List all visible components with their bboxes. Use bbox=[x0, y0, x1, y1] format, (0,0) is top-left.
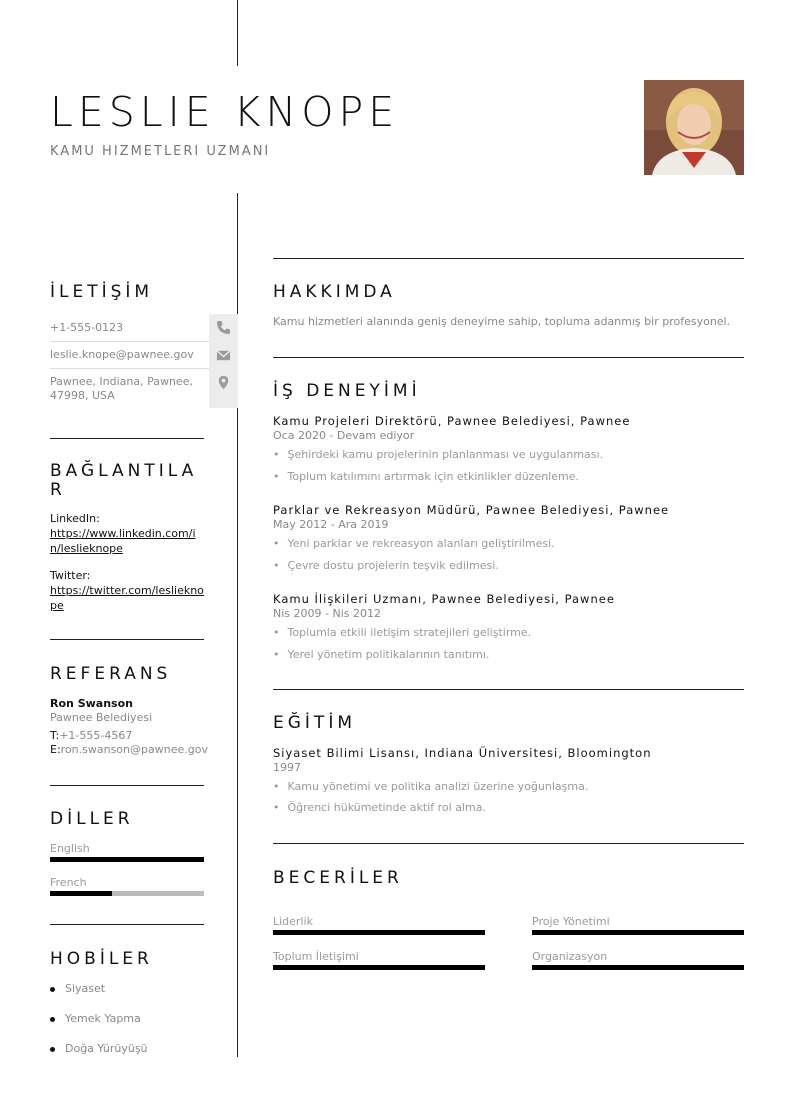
candidate-name: LESLIE KNOPE bbox=[50, 88, 400, 136]
section-divider bbox=[273, 357, 744, 358]
language-level-fill bbox=[50, 891, 112, 896]
bullet-icon bbox=[50, 1047, 55, 1052]
section-title-languages: DİLLER bbox=[50, 809, 134, 829]
education-title: Siyaset Bilimi Lisansı, Indiana Üniversitesi, Bloomington bbox=[273, 746, 652, 760]
section-title-references: REFERANS bbox=[50, 664, 172, 684]
reference-email-line bbox=[50, 743, 208, 756]
skill-name: Toplum İletişimi bbox=[273, 950, 359, 963]
contact-address: Pawnee, Indiana, Pawnee, 47998, USA bbox=[50, 375, 193, 402]
candidate-title: KAMU HIZMETLERI UZMANI bbox=[50, 144, 271, 159]
bullet-text: Şehirdeki kamu projelerinin planlanması ve uygulanması. bbox=[287, 448, 604, 461]
reference-email[interactable]: ron.swanson@pawnee.gov bbox=[60, 743, 208, 756]
language-level-bar bbox=[50, 891, 204, 896]
link-linkedin[interactable]: https://www.linkedin.com/in/leslieknope bbox=[50, 527, 196, 555]
hobby-label: Doğa Yürüyüşü bbox=[65, 1042, 148, 1055]
section-title-hobbies: HOBİLER bbox=[50, 949, 153, 969]
section-divider bbox=[50, 438, 204, 439]
job-bullet: • Toplumla etkili iletişim stratejileri geliştirme. bbox=[273, 626, 532, 639]
section-title-education: EĞİTİM bbox=[273, 713, 356, 733]
job-title: Kamu İlişkileri Uzmanı, Pawnee Belediyesi, Pawnee bbox=[273, 592, 615, 606]
job-date: Oca 2020 - Devam ediyor bbox=[273, 429, 415, 442]
hobby-item bbox=[50, 1012, 141, 1025]
job-title: Parklar ve Rekreasyon Müdürü, Pawnee Belediyesi, Pawnee bbox=[273, 503, 670, 517]
section-title-about: HAKKIMDA bbox=[273, 282, 396, 302]
reference-phone-line bbox=[50, 729, 132, 742]
skill-level-bar bbox=[532, 965, 744, 970]
section-title-experience: İŞ DENEYİMİ bbox=[273, 381, 421, 401]
skill-level-bar bbox=[532, 930, 744, 935]
hobby-label: Yemek Yapma bbox=[65, 1012, 141, 1025]
section-title-links: BAĞLANTILA R bbox=[50, 461, 198, 500]
skill-level-fill bbox=[273, 965, 485, 970]
skill-name: Proje Yönetimi bbox=[532, 915, 610, 928]
education-bullet: • Kamu yönetimi ve politika analizi üzerine yoğunlaşma. bbox=[273, 780, 589, 793]
reference-name: Ron Swanson bbox=[50, 697, 133, 710]
about-text: Kamu hizmetleri alanında geniş deneyime sahip, topluma adanmış bir profesyonel. bbox=[273, 315, 731, 328]
section-divider bbox=[273, 843, 744, 844]
section-divider bbox=[50, 639, 204, 640]
hobby-label: Siyaset bbox=[65, 982, 106, 995]
contact-email[interactable]: leslie.knope@pawnee.gov bbox=[50, 348, 194, 361]
section-divider bbox=[273, 689, 744, 690]
bullet-text: Çevre dostu projelerin teşvik edilmesi. bbox=[287, 559, 499, 572]
section-divider bbox=[273, 258, 744, 259]
section-divider bbox=[50, 924, 204, 925]
bullet-icon bbox=[50, 1017, 55, 1022]
job-title: Kamu Projeleri Direktörü, Pawnee Belediyesi, Pawnee bbox=[273, 414, 631, 428]
contact-icons-strip bbox=[209, 314, 238, 408]
section-title-skills: BECERİLER bbox=[273, 868, 403, 888]
link-label-linkedin: LinkedIn: bbox=[50, 512, 100, 525]
skill-level-bar bbox=[273, 930, 485, 935]
education-date: 1997 bbox=[273, 761, 301, 774]
contact-phone[interactable]: +1-555-0123 bbox=[50, 321, 124, 334]
job-bullet: • Yerel yönetim politikalarının tanıtımı. bbox=[273, 648, 490, 661]
section-divider bbox=[50, 785, 204, 786]
divider-vertical-top bbox=[237, 0, 238, 66]
skill-level-fill bbox=[273, 930, 485, 935]
profile-photo bbox=[644, 80, 744, 175]
skill-level-fill bbox=[532, 965, 744, 970]
job-bullet: • Toplum katılımını artırmak için etkinlikler düzenleme. bbox=[273, 470, 579, 483]
job-date: May 2012 - Ara 2019 bbox=[273, 518, 389, 531]
bullet-text: Öğrenci hükümetinde aktif rol alma. bbox=[287, 801, 486, 814]
job-date: Nis 2009 - Nis 2012 bbox=[273, 607, 381, 620]
section-title-contact: İLETİŞİM bbox=[50, 282, 154, 302]
reference-phone-label: T: bbox=[50, 729, 60, 742]
link-label-twitter: Twitter: bbox=[50, 569, 91, 582]
portrait-image bbox=[644, 80, 744, 175]
skill-name: Organizasyon bbox=[532, 950, 608, 963]
skill-level-fill bbox=[532, 930, 744, 935]
hobby-item bbox=[50, 982, 105, 995]
bullet-text: Yeni parklar ve rekreasyon alanları geliştirilmesi. bbox=[287, 537, 555, 550]
language-name: French bbox=[50, 876, 87, 889]
bullet-text: Kamu yönetimi ve politika analizi üzerine yoğunlaşma. bbox=[287, 780, 589, 793]
reference-email-label: E: bbox=[50, 743, 61, 756]
link-twitter[interactable]: https://twitter.com/leslieknope bbox=[50, 584, 204, 612]
envelope-icon bbox=[216, 348, 231, 363]
hobby-item bbox=[50, 1042, 148, 1055]
bullet-text: Toplum katılımını artırmak için etkinlikler düzenleme. bbox=[287, 470, 579, 483]
skill-name: Liderlik bbox=[273, 915, 313, 928]
job-bullet: • Yeni parklar ve rekreasyon alanları geliştirilmesi. bbox=[273, 537, 555, 550]
education-bullet: • Öğrenci hükümetinde aktif rol alma. bbox=[273, 801, 486, 814]
phone-icon bbox=[216, 320, 231, 335]
language-level-fill bbox=[50, 857, 204, 862]
reference-company: Pawnee Belediyesi bbox=[50, 711, 153, 724]
reference-phone[interactable]: +1-555-4567 bbox=[59, 729, 133, 742]
language-level-bar bbox=[50, 857, 204, 862]
skill-level-bar bbox=[273, 965, 485, 970]
bullet-icon bbox=[50, 987, 55, 992]
bullet-text: Yerel yönetim politikalarının tanıtımı. bbox=[287, 648, 490, 661]
location-pin-icon bbox=[216, 375, 231, 390]
bullet-text: Toplumla etkili iletişim stratejileri geliştirme. bbox=[287, 626, 532, 639]
job-bullet: • Çevre dostu projelerin teşvik edilmesi. bbox=[273, 559, 499, 572]
job-bullet: • Şehirdeki kamu projelerinin planlanması ve uygulanması. bbox=[273, 448, 604, 461]
language-name: English bbox=[50, 842, 90, 855]
